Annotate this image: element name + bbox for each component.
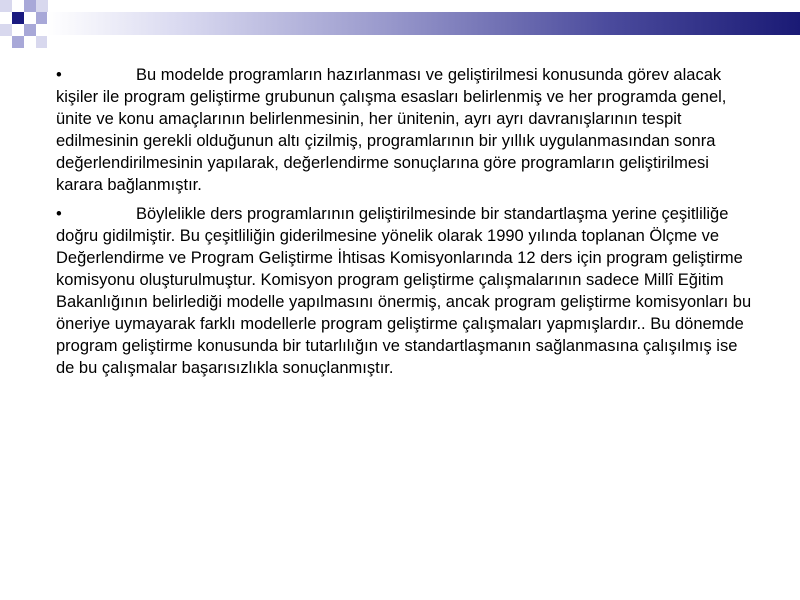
corner-square-decoration xyxy=(12,36,24,48)
bullet-marker: • xyxy=(56,205,62,223)
corner-square-decoration xyxy=(36,36,47,48)
corner-square-decoration xyxy=(0,0,12,12)
header-gradient-bar xyxy=(47,12,800,35)
bullet-paragraph xyxy=(56,64,756,196)
corner-square-decoration xyxy=(12,0,24,12)
corner-square-decoration xyxy=(24,24,36,36)
bullet-paragraph xyxy=(56,203,756,379)
corner-square-decoration xyxy=(0,24,12,36)
corner-square-decoration xyxy=(12,12,24,24)
corner-square-decoration xyxy=(24,0,36,12)
corner-square-decoration xyxy=(36,12,47,24)
bullet-text: Böylelikle ders programlarının geliştirilmesinde bir standartlaşma yerine çeşitliliğe doğru gidilmiştir. Bu çeşitliliğin giderilmesine yönelik olarak 1990 yılında toplanan Ölçme ve Değerlendirme ve Program Geliştirme İhtisas Komisyonlarında 12 ders için program geliştirme komisyonu oluşturulmuştur. Komisyon program geliştirme çalışmalarının sadece Millî Eğitim Bakanlığının belirlediği modelle yapılmasını önermiş, ancak program geliştirme komisyonları bu öneriye uymayarak farklı modellerle program geliştirme çalışmaları yapmışlardır.. Bu dönemde program geliştirme konusunda bir tutarlılığın ve standartlaşmanın sağlanmasına çalışılmış ise de bu çalışmalar başarısızlıkla sonuçlanmıştır. xyxy=(56,205,752,377)
bullet-marker: • xyxy=(56,66,62,84)
corner-square-decoration xyxy=(36,0,48,12)
slide-body xyxy=(56,64,756,386)
bullet-text: Bu modelde programların hazırlanması ve geliştirilmesi konusunda görev alacak kişiler ile program geliştirme grubunun çalışma esasları belirlenmiş ve her programda genel, ünite ve konu amaçlarının belirlenmesinin, her ünitenin, ayrı ayrı davranışlarının tespit edilmesinin gerekli olduğunun altı çizilmiş, programlarının bir yıllık uygulanmasından sonra değerlendirilmesinin yapılarak, değerlendirme sonuçlarına göre programların geliştirilmesi karara bağlanmıştır. xyxy=(56,66,727,194)
